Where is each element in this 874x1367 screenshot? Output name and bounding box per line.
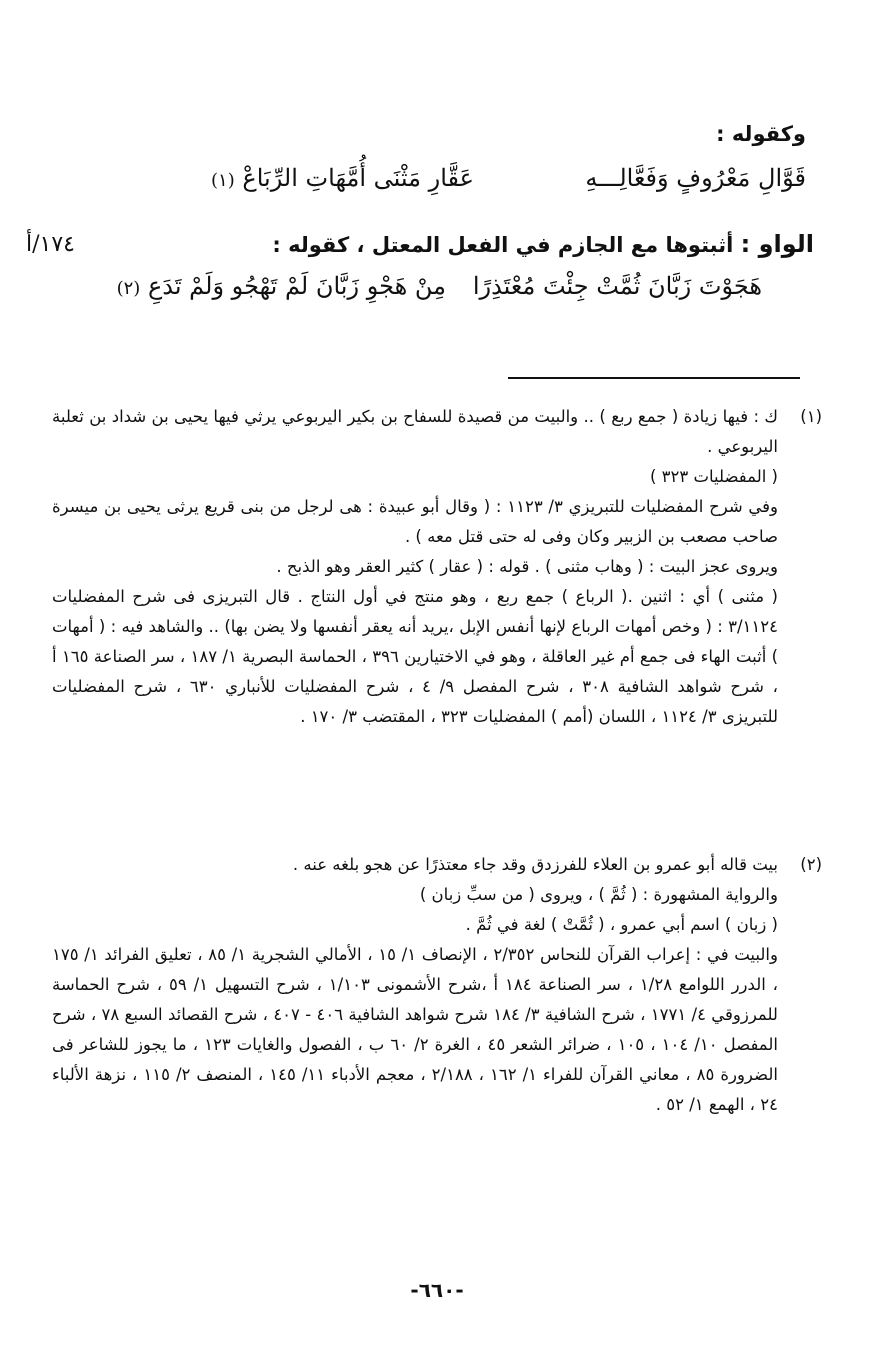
- footnote-2: [52, 850, 822, 1120]
- verse2-note-ref: (٢): [116, 278, 141, 299]
- footnote-separator: [508, 377, 800, 379]
- waw-text: أثبتوها مع الجازم في الفعل المعتل ، كقوله :: [272, 233, 734, 257]
- verse1-note-ref: (١): [211, 170, 235, 191]
- verse1-hemistich-right: [585, 164, 806, 192]
- footnote-2-line: والرواية المشهورة : ( ثُمَّ ) ، ويروى ( من سبِّ زبان ): [419, 885, 778, 904]
- footnote-2-number: (٢): [800, 855, 822, 874]
- footnote-1: [52, 402, 822, 732]
- footnote-2-line: والبيت في : إعراب القرآن للنحاس ٢/٣٥٢ ، الإنصاف ١/ ١٥ ، الأمالي الشجرية ١/ ٨٥ ، تعليق الفرائد ١/ ١٧٥ ، الدرر اللوامع ١/٢٨ ، سر الصناعة ١٨٤ أ ،شرح الأشمونى ١/١٠٣ ، شرح التسهيل ١/ ٥٩ ، شرح الحماسة للمرزوقي ٤/ ١٧٧١ ، شرح الشافية ٣/ ١٨٤ شرح شواهد الشافية ٤٠٦ - ٤٠٧ ، شرح القصائد السبع ٧٨ ، شرح المفصل ١٠/ ١٠٤ ، ١٠٥ ، ضرائر الشعر ٤٥ ، الغرة ٢/ ٦٠ ب ، الفصول والغايات ١٢٣ ، ما يجوز للشاعر فى الضرورة ٨٥ ، معاني القرآن للفراء ١/ ١٦٢ ، ٢/١٨٨ ، معجم الأدباء ١١/ ١٤٥ ، المنصف ٢/ ١١٥ ، نزهة الألباء ٢٤ ، الهمع ١/ ٥٢ .: [52, 945, 778, 1114]
- verse1-first-half: قَوَّالِ مَعْرُوفٍ وَفَعَّالِـــهِ: [585, 164, 806, 192]
- footnote-2-body: [52, 850, 778, 1120]
- footnote-1-line: ( مثنى ) أي : اثنين .( الرباع ) جمع ربع ، وهو منتج في أول النتاج . قال التبريزى فى شرح المفضليات ٣/١١٢٤ : ( وخص أمهات الرباع لإنها أنفس الإبل ،يريد أنه يعقر أنفسها ولا يضن بها) .. والشاهد فيه : ( أمهات ) أثبت الهاء فى جمع أم غير العاقلة ، وهو في الاختيارين ٣٩٦ ، الحماسة البصرية ١/ ١٨٧ ، سر الصناعة ١٦٥ أ ، شرح شواهد الشافية ٣٠٨ ، شرح المفصل ٩/ ٤ ، شرح المفضليات للأنباري ٦٣٠ ، شرح المفضليات للتبريزى ٣/ ١١٢٤ ، اللسان (أمم ) المفضليات ٣٢٣ ، المقتضب ٣/ ١٧٠ .: [52, 587, 779, 726]
- footnote-1-body: [52, 402, 778, 732]
- verse2-hemistich-left: [117, 272, 446, 300]
- footnote-1-number: (١): [800, 407, 822, 426]
- footnote-2-line: ( زبان ) اسم أبي عمرو ، ( ثُمَّتْ ) لغة في ثُمَّ .: [465, 915, 778, 934]
- footnote-1-line: ( المفضليات ٣٢٣ ): [649, 467, 778, 486]
- page-number: -٦٦٠-: [410, 1278, 464, 1302]
- verse2-second-half: مِنْ هَجْوِ زَبَّانَ لَمْ تَهْجُو وَلَمْ تَدَعِ: [147, 272, 446, 300]
- footnote-1-line: وفي شرح المفضليات للتبريزي ٣/ ١١٢٣ : ( وقال أبو عبيدة : هى لرجل من بنى قريع يرثى يحيى بن ميسرة صاحب مصعب بن الزبير وكان وفى له حتى قتل معه ) .: [52, 497, 779, 546]
- verse2-hemistich-right: [473, 272, 762, 300]
- verse2-first-half: هَجَوْتَ زَبَّانَ ثُمَّتْ جِئْتَ مُعْتَذِرًا: [472, 272, 762, 300]
- verse1-second-half: عَقَّارِ مَثْنَى أُمَّهَاتِ الرِّبَاعْ: [242, 164, 474, 192]
- margin-folio-marker: ١٧٤/أ: [26, 232, 75, 257]
- verse1-hemistich-left: [211, 164, 474, 192]
- waw-heading: الواو :: [740, 230, 814, 258]
- footnote-1-line: ك : فيها زيادة ( جمع ربع ) .. والبيت من قصيدة للسفاح بن بكير اليربوعي يرثي فيها يحيى بن شداد بن ثعلبة اليربوعي .: [52, 407, 778, 456]
- footnote-1-line: ويروى عجز البيت : ( وهاب مثنى ) . قوله : ( عقار ) كثير العقر وهو الذبح .: [276, 557, 778, 576]
- waw-paragraph: [272, 230, 814, 258]
- footnote-2-line: بيت قاله أبو عمرو بن العلاء للفرزدق وقد جاء معتذرًا عن هجو بلغه عنه .: [292, 855, 778, 874]
- intro-text: وكقوله :: [716, 122, 806, 146]
